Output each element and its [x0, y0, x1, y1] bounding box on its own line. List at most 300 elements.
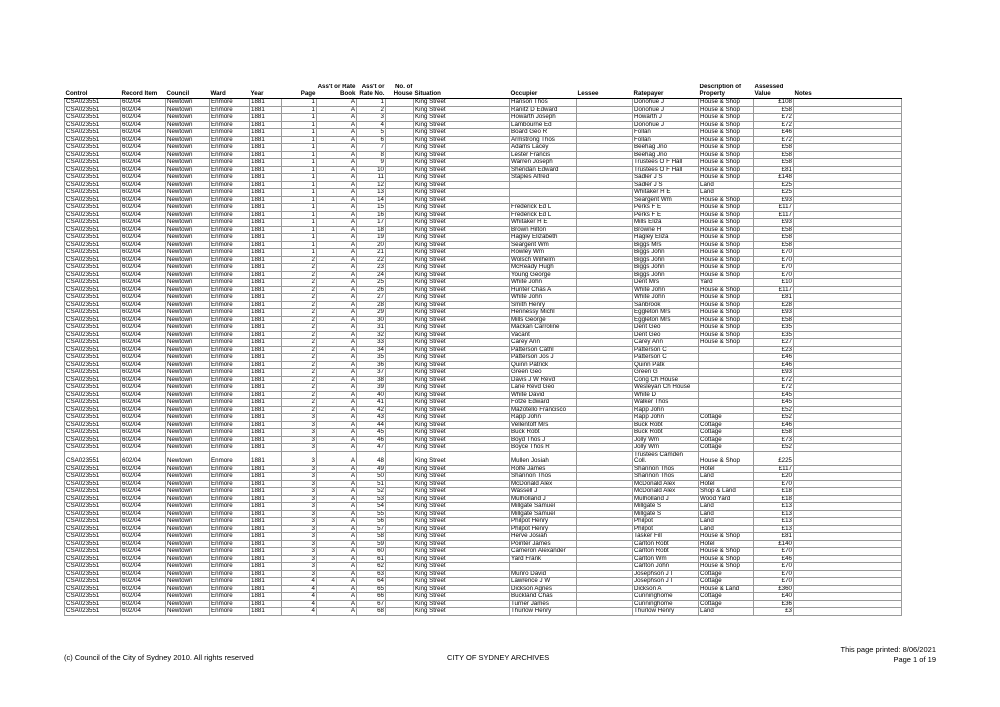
- cell-record-item: 602/04: [121, 465, 166, 473]
- cell-situation: King Street: [414, 578, 510, 586]
- cell-ratepayer: Trustees O F Hall: [633, 159, 699, 167]
- cell-house-no: [386, 256, 414, 264]
- cell-council: Newtown: [166, 593, 210, 601]
- cell-ward: Enmore: [210, 369, 250, 377]
- cell-record-item: 602/04: [121, 136, 166, 144]
- cell-ratepayer: Trustees O F Hall: [633, 166, 699, 174]
- cell-notes: [794, 271, 902, 279]
- cell-occupier: Young George: [510, 271, 577, 279]
- cell-control: CSA023551: [65, 309, 121, 317]
- cell-occupier: Boyd Thos J: [510, 436, 577, 444]
- cell-description: Cottage: [699, 421, 754, 429]
- cell-occupier: Patterson Jos J: [510, 354, 577, 362]
- cell-page: 1: [282, 181, 317, 189]
- cell-control: CSA023551: [65, 174, 121, 182]
- cell-assessed-value: £46: [754, 555, 794, 563]
- cell-lessee: [577, 309, 633, 317]
- cell-control: CSA023551: [65, 294, 121, 302]
- cell-council: Newtown: [166, 339, 210, 347]
- cell-record-item: 602/04: [121, 533, 166, 541]
- cell-situation: King Street: [414, 159, 510, 167]
- cell-control: CSA023551: [65, 429, 121, 437]
- cell-occupier: Wolsch Wilhelm: [510, 256, 577, 264]
- cell-house-no: [386, 189, 414, 197]
- cell-ward: Enmore: [210, 331, 250, 339]
- cell-lessee: [577, 421, 633, 429]
- cell-house-no: [386, 480, 414, 488]
- cell-description: House & Shop: [699, 166, 754, 174]
- cell-house-no: [386, 309, 414, 317]
- cell-lessee: [577, 518, 633, 526]
- cell-house-no: [386, 151, 414, 159]
- cell-situation: King Street: [414, 510, 510, 518]
- cell-ratepayer: Green G: [633, 369, 699, 377]
- cell-rate-no: 60: [357, 548, 386, 556]
- cell-notes: [794, 204, 902, 212]
- cell-notes: [794, 593, 902, 601]
- cell-assessed-value: £25: [754, 181, 794, 189]
- cell-rate-no: 51: [357, 480, 386, 488]
- cell-description: Cottage: [699, 429, 754, 437]
- cell-page: 3: [282, 465, 317, 473]
- cell-rate-book: A: [317, 174, 357, 182]
- cell-rate-book: A: [317, 264, 357, 272]
- cell-year: 1881: [250, 510, 282, 518]
- cell-page: 4: [282, 585, 317, 593]
- cell-ratepayer: Biggs John: [633, 256, 699, 264]
- cell-lessee: [577, 451, 633, 465]
- cell-description: House & Shop: [699, 555, 754, 563]
- cell-council: Newtown: [166, 316, 210, 324]
- cell-ratepayer: Philpot: [633, 525, 699, 533]
- cell-description: Land: [699, 525, 754, 533]
- cell-rate-book: A: [317, 106, 357, 114]
- cell-record-item: 602/04: [121, 181, 166, 189]
- cell-occupier: Brown Hilton: [510, 226, 577, 234]
- cell-page: 3: [282, 570, 317, 578]
- cell-assessed-value: £117: [754, 286, 794, 294]
- cell-year: 1881: [250, 241, 282, 249]
- cell-control: CSA023551: [65, 406, 121, 414]
- cell-council: Newtown: [166, 533, 210, 541]
- cell-occupier: Pointer James: [510, 540, 577, 548]
- table-row: [65, 518, 902, 526]
- cell-council: Newtown: [166, 174, 210, 182]
- cell-year: 1881: [250, 444, 282, 452]
- cell-page: 2: [282, 384, 317, 392]
- cell-house-no: [386, 399, 414, 407]
- cell-year: 1881: [250, 503, 282, 511]
- cell-ward: Enmore: [210, 316, 250, 324]
- cell-council: Newtown: [166, 480, 210, 488]
- cell-occupier: Lawrence J W: [510, 578, 577, 586]
- cell-ratepayer: Donohue J: [633, 106, 699, 114]
- cell-rate-book: A: [317, 369, 357, 377]
- cell-record-item: 602/04: [121, 578, 166, 586]
- cell-council: Newtown: [166, 384, 210, 392]
- cell-assessed-value: £46: [754, 421, 794, 429]
- cell-rate-no: 59: [357, 540, 386, 548]
- cell-control: CSA023551: [65, 121, 121, 129]
- cell-notes: [794, 406, 902, 414]
- cell-situation: King Street: [414, 429, 510, 437]
- cell-rate-no: 10: [357, 166, 386, 174]
- cell-rate-book: A: [317, 480, 357, 488]
- rate-assessment-table: [64, 84, 902, 616]
- cell-ratepayer: McDonald Alex: [633, 488, 699, 496]
- cell-record-item: 602/04: [121, 234, 166, 242]
- cell-control: CSA023551: [65, 286, 121, 294]
- cell-rate-no: 63: [357, 570, 386, 578]
- cell-ward: Enmore: [210, 159, 250, 167]
- cell-rate-book: A: [317, 226, 357, 234]
- cell-description: [699, 399, 754, 407]
- cell-rate-no: 65: [357, 585, 386, 593]
- cell-situation: King Street: [414, 204, 510, 212]
- cell-lessee: [577, 271, 633, 279]
- table-row: [65, 399, 902, 407]
- cell-lessee: [577, 369, 633, 377]
- cell-control: CSA023551: [65, 421, 121, 429]
- cell-ratepayer: Rapp John: [633, 414, 699, 422]
- cell-council: Newtown: [166, 570, 210, 578]
- cell-rate-book: A: [317, 181, 357, 189]
- cell-description: Land: [699, 181, 754, 189]
- cell-year: 1881: [250, 563, 282, 571]
- cell-rate-book: A: [317, 444, 357, 452]
- cell-description: House & Shop: [699, 249, 754, 257]
- cell-lessee: [577, 301, 633, 309]
- cell-occupier: Lambourne Ed: [510, 121, 577, 129]
- cell-council: Newtown: [166, 503, 210, 511]
- col-header-ratepayer: Ratepayer: [633, 84, 699, 99]
- cell-occupier: Mulholland J: [510, 495, 577, 503]
- cell-year: 1881: [250, 608, 282, 616]
- cell-council: Newtown: [166, 249, 210, 257]
- cell-council: Newtown: [166, 518, 210, 526]
- cell-council: Newtown: [166, 510, 210, 518]
- cell-ward: Enmore: [210, 376, 250, 384]
- cell-page: 2: [282, 391, 317, 399]
- cell-situation: King Street: [414, 369, 510, 377]
- cell-notes: [794, 219, 902, 227]
- cell-situation: King Street: [414, 525, 510, 533]
- cell-ward: Enmore: [210, 533, 250, 541]
- cell-rate-no: 7: [357, 144, 386, 152]
- cell-situation: King Street: [414, 421, 510, 429]
- cell-control: CSA023551: [65, 361, 121, 369]
- cell-council: Newtown: [166, 608, 210, 616]
- cell-control: CSA023551: [65, 301, 121, 309]
- cell-record-item: 602/04: [121, 473, 166, 481]
- cell-council: Newtown: [166, 324, 210, 332]
- cell-description: House & Shop: [699, 563, 754, 571]
- cell-description: Land: [699, 518, 754, 526]
- cell-rate-no: 67: [357, 600, 386, 608]
- cell-rate-book: A: [317, 129, 357, 137]
- cell-assessed-value: £70: [754, 570, 794, 578]
- cell-year: 1881: [250, 256, 282, 264]
- cell-occupier: Seargent Wm: [510, 241, 577, 249]
- cell-control: CSA023551: [65, 608, 121, 616]
- cell-year: 1881: [250, 264, 282, 272]
- cell-situation: King Street: [414, 181, 510, 189]
- cell-occupier: Frederick Ed L: [510, 211, 577, 219]
- table-row: [65, 279, 902, 287]
- cell-notes: [794, 249, 902, 257]
- cell-year: 1881: [250, 555, 282, 563]
- cell-rate-book: A: [317, 219, 357, 227]
- cell-occupier: Smith Henry: [510, 301, 577, 309]
- cell-lessee: [577, 593, 633, 601]
- cell-record-item: 602/04: [121, 159, 166, 167]
- cell-assessed-value: £70: [754, 264, 794, 272]
- cell-control: CSA023551: [65, 346, 121, 354]
- cell-year: 1881: [250, 593, 282, 601]
- cell-occupier: Mills George: [510, 316, 577, 324]
- cell-ward: Enmore: [210, 114, 250, 122]
- cell-page: 3: [282, 563, 317, 571]
- cell-page: 3: [282, 510, 317, 518]
- table-row: [65, 533, 902, 541]
- cell-page: 2: [282, 331, 317, 339]
- cell-ratepayer: White D: [633, 391, 699, 399]
- cell-ward: Enmore: [210, 384, 250, 392]
- cell-notes: [794, 234, 902, 242]
- cell-rate-no: 31: [357, 324, 386, 332]
- cell-page: 1: [282, 234, 317, 242]
- cell-lessee: [577, 151, 633, 159]
- cell-house-no: [386, 144, 414, 152]
- col-header-notes: Notes: [794, 84, 902, 99]
- cell-ratepayer: Dent Geo: [633, 331, 699, 339]
- cell-lessee: [577, 399, 633, 407]
- cell-house-no: [386, 593, 414, 601]
- table-row: [65, 503, 902, 511]
- cell-control: CSA023551: [65, 354, 121, 362]
- cell-rate-book: A: [317, 399, 357, 407]
- cell-ratepayer: Buck Robt: [633, 429, 699, 437]
- cell-rate-no: 9: [357, 159, 386, 167]
- cell-control: CSA023551: [65, 436, 121, 444]
- cell-rate-book: A: [317, 301, 357, 309]
- cell-assessed-value: £70: [754, 578, 794, 586]
- cell-rate-book: A: [317, 465, 357, 473]
- cell-rate-no: 42: [357, 406, 386, 414]
- table-row: [65, 525, 902, 533]
- cell-occupier: Warren Joseph: [510, 159, 577, 167]
- cell-notes: [794, 465, 902, 473]
- cell-record-item: 602/04: [121, 421, 166, 429]
- cell-house-no: [386, 346, 414, 354]
- cell-rate-book: A: [317, 376, 357, 384]
- print-info: [841, 645, 937, 665]
- cell-record-item: 602/04: [121, 346, 166, 354]
- cell-rate-book: A: [317, 533, 357, 541]
- cell-ratepayer: Browne H: [633, 226, 699, 234]
- cell-control: CSA023551: [65, 376, 121, 384]
- cell-lessee: [577, 204, 633, 212]
- cell-occupier: Green Geo: [510, 369, 577, 377]
- cell-assessed-value: £40: [754, 593, 794, 601]
- cell-ward: Enmore: [210, 174, 250, 182]
- cell-rate-no: 40: [357, 391, 386, 399]
- cell-ward: Enmore: [210, 488, 250, 496]
- cell-year: 1881: [250, 151, 282, 159]
- cell-rate-book: A: [317, 144, 357, 152]
- cell-ratepayer: Millgate S: [633, 510, 699, 518]
- cell-situation: King Street: [414, 503, 510, 511]
- cell-lessee: [577, 166, 633, 174]
- cell-rate-book: A: [317, 421, 357, 429]
- cell-situation: King Street: [414, 151, 510, 159]
- cell-council: Newtown: [166, 219, 210, 227]
- table-row: [65, 354, 902, 362]
- cell-rate-no: 5: [357, 129, 386, 137]
- table-row: [65, 241, 902, 249]
- cell-house-no: [386, 264, 414, 272]
- cell-notes: [794, 159, 902, 167]
- cell-assessed-value: £225: [754, 451, 794, 465]
- cell-council: Newtown: [166, 144, 210, 152]
- cell-situation: King Street: [414, 533, 510, 541]
- cell-rate-no: 20: [357, 241, 386, 249]
- cell-page: 1: [282, 114, 317, 122]
- cell-record-item: 602/04: [121, 600, 166, 608]
- cell-record-item: 602/04: [121, 354, 166, 362]
- cell-occupier: White John: [510, 294, 577, 302]
- cell-page: 3: [282, 518, 317, 526]
- cell-occupier: Cameron Alexander: [510, 548, 577, 556]
- cell-assessed-value: £18: [754, 488, 794, 496]
- cell-rate-book: A: [317, 570, 357, 578]
- cell-ratepayer: Beehag Jno: [633, 144, 699, 152]
- cell-situation: King Street: [414, 286, 510, 294]
- cell-ward: Enmore: [210, 451, 250, 465]
- cell-lessee: [577, 503, 633, 511]
- cell-year: 1881: [250, 324, 282, 332]
- cell-notes: [794, 533, 902, 541]
- cell-year: 1881: [250, 518, 282, 526]
- cell-assessed-value: £93: [754, 196, 794, 204]
- cell-ward: Enmore: [210, 204, 250, 212]
- cell-house-no: [386, 391, 414, 399]
- cell-notes: [794, 256, 902, 264]
- cell-lessee: [577, 129, 633, 137]
- cell-rate-book: A: [317, 234, 357, 242]
- cell-situation: King Street: [414, 406, 510, 414]
- cell-page: 2: [282, 346, 317, 354]
- cell-rate-book: A: [317, 166, 357, 174]
- table-row: [65, 264, 902, 272]
- cell-ratepayer: Philpot: [633, 518, 699, 526]
- cell-situation: King Street: [414, 211, 510, 219]
- cell-page: 1: [282, 166, 317, 174]
- cell-year: 1881: [250, 495, 282, 503]
- col-header-house-no: No. of House: [386, 84, 414, 99]
- cell-house-no: [386, 219, 414, 227]
- cell-year: 1881: [250, 286, 282, 294]
- cell-ward: Enmore: [210, 578, 250, 586]
- cell-ratepayer: Biggs Mrs: [633, 241, 699, 249]
- cell-ratepayer: Dent Geo: [633, 324, 699, 332]
- col-header-control: Control: [65, 84, 121, 99]
- cell-lessee: [577, 444, 633, 452]
- cell-year: 1881: [250, 465, 282, 473]
- cell-record-item: 602/04: [121, 279, 166, 287]
- cell-record-item: 602/04: [121, 211, 166, 219]
- cell-year: 1881: [250, 480, 282, 488]
- cell-year: 1881: [250, 301, 282, 309]
- cell-council: Newtown: [166, 286, 210, 294]
- table-row: [65, 174, 902, 182]
- cell-page: 1: [282, 151, 317, 159]
- cell-occupier: Munro David: [510, 570, 577, 578]
- cell-ward: Enmore: [210, 563, 250, 571]
- cell-description: House & Shop: [699, 204, 754, 212]
- cell-record-item: 602/04: [121, 414, 166, 422]
- cell-occupier: Sheridan Edward: [510, 166, 577, 174]
- cell-description: [699, 369, 754, 377]
- cell-assessed-value: £20: [754, 473, 794, 481]
- cell-rate-no: 8: [357, 151, 386, 159]
- cell-house-no: [386, 510, 414, 518]
- cell-rate-no: 13: [357, 189, 386, 197]
- cell-ratepayer: Follan: [633, 129, 699, 137]
- cell-council: Newtown: [166, 444, 210, 452]
- cell-control: CSA023551: [65, 548, 121, 556]
- cell-house-no: [386, 429, 414, 437]
- cell-year: 1881: [250, 421, 282, 429]
- cell-situation: King Street: [414, 106, 510, 114]
- table-row: [65, 346, 902, 354]
- cell-year: 1881: [250, 533, 282, 541]
- cell-house-no: [386, 226, 414, 234]
- cell-rate-book: A: [317, 331, 357, 339]
- cell-lessee: [577, 525, 633, 533]
- cell-year: 1881: [250, 309, 282, 317]
- table-row: [65, 226, 902, 234]
- cell-ward: Enmore: [210, 406, 250, 414]
- cell-situation: King Street: [414, 593, 510, 601]
- cell-assessed-value: £148: [754, 174, 794, 182]
- cell-rate-no: 30: [357, 316, 386, 324]
- cell-situation: King Street: [414, 384, 510, 392]
- cell-rate-no: 37: [357, 369, 386, 377]
- cell-ratepayer: Mills Eliza: [633, 219, 699, 227]
- cell-page: 1: [282, 204, 317, 212]
- table-row: [65, 391, 902, 399]
- cell-notes: [794, 114, 902, 122]
- cell-situation: King Street: [414, 570, 510, 578]
- cell-ratepayer: Dickson A: [633, 585, 699, 593]
- cell-control: CSA023551: [65, 480, 121, 488]
- cell-ward: Enmore: [210, 495, 250, 503]
- cell-lessee: [577, 279, 633, 287]
- cell-page: 2: [282, 406, 317, 414]
- cell-ward: Enmore: [210, 600, 250, 608]
- cell-council: Newtown: [166, 354, 210, 362]
- cell-council: Newtown: [166, 264, 210, 272]
- cell-situation: King Street: [414, 518, 510, 526]
- cell-council: Newtown: [166, 346, 210, 354]
- cell-rate-no: 39: [357, 384, 386, 392]
- table-row: [65, 361, 902, 369]
- cell-council: Newtown: [166, 181, 210, 189]
- cell-assessed-value: £27: [754, 339, 794, 347]
- cell-rate-book: A: [317, 151, 357, 159]
- cell-rate-no: 66: [357, 593, 386, 601]
